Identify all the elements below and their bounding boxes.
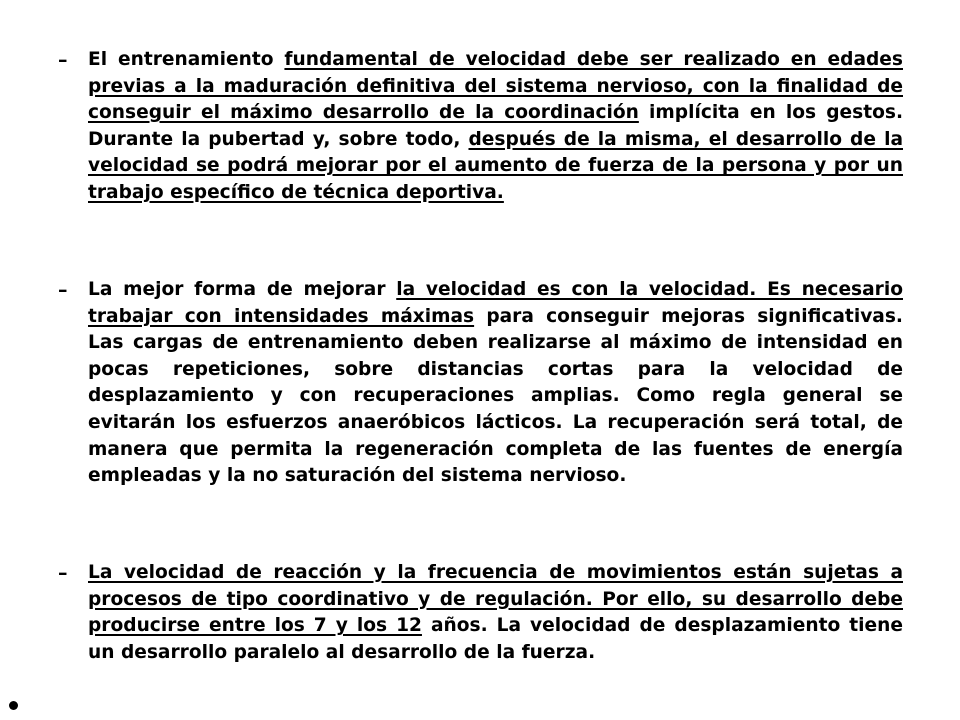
text-segment: años. La velocidad de desplazamiento tiene un desarrollo paralelo al desarrollo de la fuerza. (88, 615, 903, 663)
dash-marker: – (58, 49, 68, 71)
text-segment: para conseguir mejoras significativas. Las cargas de entrenamiento deben realizarse al máximo de intensidad en pocas repeticiones, sobre distancias cortas para la velocidad de desplazamiento y con recuperaciones amplias. Como regla general se evitarán los esfuerzos anaeróbicos lácticos. La recuperación será total, de manera que permita la regeneración completa de las fuentes de energía empleadas y la no saturación del sistema nervioso. (88, 305, 903, 487)
text-segment: La mejor forma de mejorar (88, 279, 397, 300)
paragraph-velocity-training-age (88, 47, 903, 207)
paragraph-reaction-speed (88, 560, 903, 666)
dash-marker: – (58, 562, 68, 584)
paragraph-best-method (88, 277, 903, 490)
text-segment: implícita en los gestos. Durante la pubertad y, sobre todo, (88, 102, 904, 150)
underlined-text-segment: la velocidad es con la velocidad. Es necesario trabajar con intensidades máximas (88, 279, 903, 327)
underlined-text-segment: fundamental de velocidad debe ser realizado en edades previas a la maduración definitiva del sistema nervioso, con la finalidad de conseguir el máximo desarrollo de la coordinación (88, 49, 903, 124)
bullet-dot (9, 701, 18, 710)
dash-marker: – (58, 279, 68, 301)
underlined-text-segment: La velocidad de reacción y la frecuencia de movimientos están sujetas a procesos de tipo coordinativo y de regulación. Por ello, su desarrollo debe producirse entre los 7 y los 12 (88, 562, 903, 637)
text-segment: El entrenamiento (88, 49, 285, 70)
underlined-text-segment: después de la misma, el desarrollo de la velocidad se podrá mejorar por el aumento de fuerza de la persona y por un trabajo específico de técnica deportiva. (88, 128, 903, 203)
